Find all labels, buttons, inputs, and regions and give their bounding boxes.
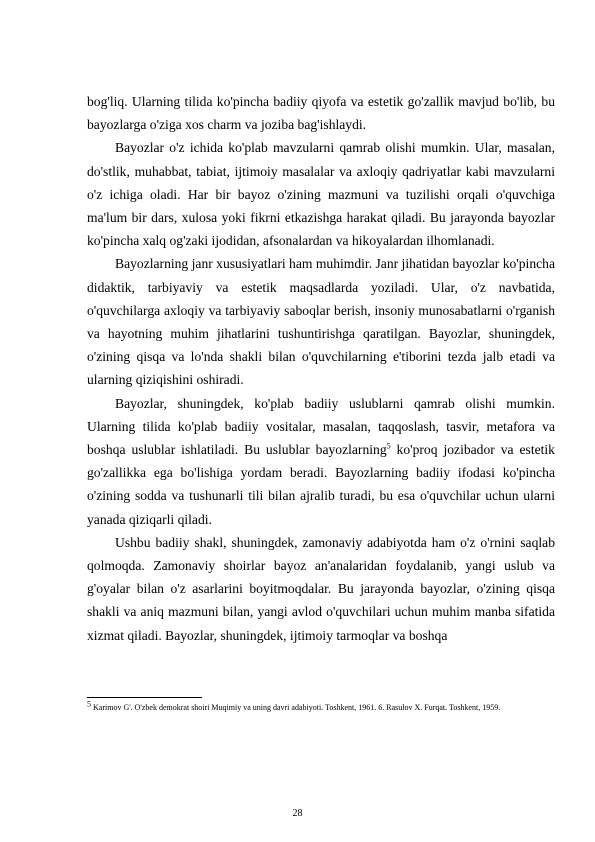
paragraph-4: [87, 392, 555, 531]
paragraph-5: Ushbu badiiy shakl, shuningdek, zamonaviy adabiyotda ham o'z o'rnini saqlab qolmoqda. Zamonaviy shoirlar bayoz an'analaridan foydalanib, yangi uslub va g'oyalar bilan o'z asarlarini boyitmoqdalar. Bu jarayonda bayozlar, o'zining qisqa shakli va aniq mazmuni bilan, yangi avlod o'quvchilari uchun muhim manba sifatida xizmat qiladi. Bayozlar, shuningdek, ijtimoiy tarmoqlar va boshqa: [87, 534, 555, 643]
paragraph-4-text-end: ko'proq jozibador va estetik go'zallikka ega bo'lishiga yordam beradi. Bayozlarning badiiy ifodasi ko'pincha o'zining sodda va tushunarli tili bilan ajralib turadi, bu esa o'quvchilar uchun ularni yanada qiziqarli qiladi.: [87, 442, 555, 527]
footnote: [87, 701, 557, 714]
footnote-reference[interactable]: 5: [386, 441, 391, 451]
footnote-number: 5: [87, 699, 91, 709]
paragraph-4-text-start: Bayozlar, shuningdek, ko'plab badiiy uslublarni qamrab olishi mumkin. Ularning tilida ko'plab badiiy vositalar, masalan, taqqoslash, tasvir, metafora va boshqa uslublar ishlatiladi. Bu uslublar bayozlarning: [87, 395, 555, 458]
paragraph-1: bog'liq. Ularning tilida ko'pincha badiiy qiyofa va estetik go'zallik mavjud bo'lib, bu bayozlarga o'ziga xos charm va joziba bag'ishlaydi.: [87, 94, 555, 133]
footnote-separator: [87, 697, 202, 698]
footnote-text: Karimov G'. O'zbek demokrat shoiri Muqimiy va uning davri adabiyoti. Toshkent, 1961. 6. Rasulov X. Furqat. Toshkent, 1959.: [91, 703, 501, 712]
document-body: [87, 90, 555, 647]
paragraph-2: Bayozlar o'z ichida ko'plab mavzularni qamrab olishi mumkin. Ular, masalan, do'stlik, muhabbat, tabiat, ijtimoiy masalalar va axloqiy qadriyatlar kabi mavzularni o'z ichiga oladi. Har bir bayoz o'zining mazmuni va tuzilishi orqali o'quvchiga ma'lum bir dars, xulosa yoki fikrni etkazishga harakat qiladi. Bu jarayonda bayozlar ko'pincha xalq og'zaki ijodidan, afsonalardan va hikoyalardan ilhomlanadi.: [87, 140, 555, 249]
paragraph-3: Bayozlarning janr xususiyatlari ham muhimdir. Janr jihatidan bayozlar ko'pincha didaktik, tarbiyaviy va estetik maqsadlarda yoziladi. Ular, o'z navbatida, o'quvchilarga axloqiy va tarbiyaviy saboqlar berish, insoniy munosabatlarni o'rganish va hayotning muhim jihatlarini tushuntirishga qaratilgan. Bayozlar, shuningdek, o'zining qisqa va lo'nda shakli bilan o'quvchilarning e'tiborini tezda jalb etadi va ularning qiziqishini oshiradi.: [87, 256, 555, 388]
page-number: 28: [292, 808, 303, 819]
